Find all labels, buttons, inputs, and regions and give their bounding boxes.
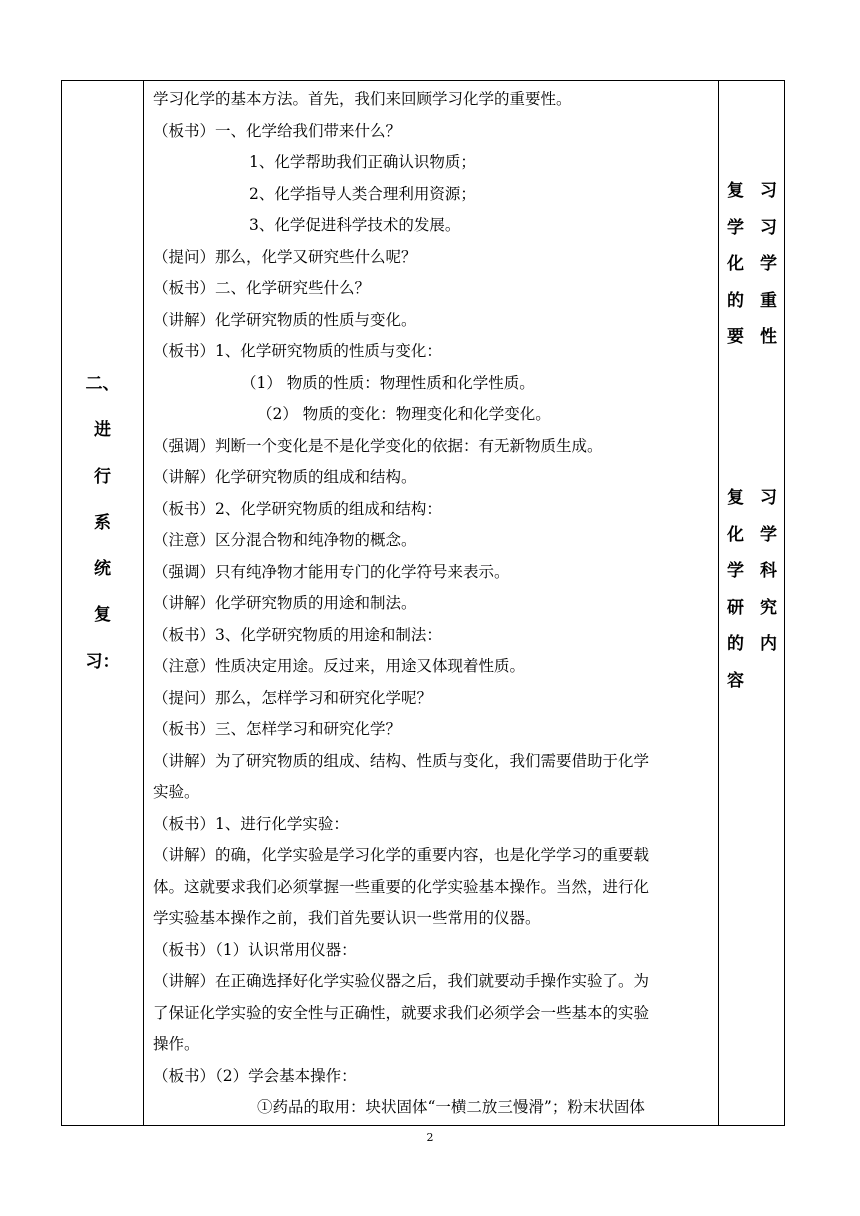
- side-note-review-importance: [719, 173, 785, 356]
- side-note-char: 的: [727, 634, 744, 654]
- content-line: （板书）1、化学研究物质的性质与变化：: [153, 342, 442, 360]
- section-title-char: 复: [94, 605, 111, 626]
- side-note-char: 容: [727, 670, 744, 691]
- content-line: 了保证化学实验的安全性与正确性，就要求我们必须学会一些基本的实验: [153, 1003, 650, 1022]
- content-line: （2） 物质的变化：物理变化和化学变化。: [257, 405, 551, 423]
- content-line: （注意）性质决定用途。反过来，用途又体现着性质。: [153, 657, 526, 675]
- content-line: ①药品的取用：块状固体“一横二放三慢滑”；粉末状固体: [257, 1098, 645, 1116]
- content-line: （讲解）在正确选择好化学实验仪器之后，我们就要动手操作实验了。为: [153, 972, 650, 990]
- content-line: （板书）1、进行化学实验：: [153, 814, 349, 833]
- side-note-char: 科: [760, 561, 777, 581]
- side-note-char: 学: [760, 524, 777, 545]
- content-line: 学实验基本操作之前，我们首先要认识一些常用的仪器。: [153, 909, 541, 927]
- content-line: （讲解）的确，化学实验是学习化学的重要内容，也是化学学习的重要载: [153, 846, 650, 864]
- side-note-char: 复: [727, 488, 744, 508]
- side-note-char: 的: [727, 290, 744, 311]
- content-line: （强调）判断一个变化是不是化学变化的依据：有无新物质生成。: [153, 436, 603, 455]
- section-title-char: 系: [94, 512, 111, 533]
- side-note-char: 习: [760, 181, 777, 201]
- side-note-char: 内: [760, 634, 777, 654]
- side-note-char: 要: [727, 327, 744, 347]
- content-line: （板书）二、化学研究些什么？: [153, 279, 371, 297]
- content-line: （提问）那么，怎样学习和研究化学呢？: [153, 688, 433, 707]
- section-title-char: 二、: [85, 374, 120, 394]
- content-line: 1、化学帮助我们正确认识物质；: [249, 153, 476, 171]
- content-line: 2、化学指导人类合理利用资源；: [249, 184, 476, 203]
- side-note-char: 习: [760, 217, 777, 238]
- content-line: （板书）（2）学会基本操作：: [153, 1066, 357, 1085]
- teaching-content-column: [153, 84, 713, 1124]
- content-line: 学习化学的基本方法。首先，我们来回顾学习化学的重要性。: [153, 90, 572, 108]
- side-note-char: 化: [727, 254, 744, 274]
- section-title-char: 习：: [85, 651, 120, 672]
- content-line: （1） 物质的性质：物理性质和化学性质。: [241, 373, 535, 392]
- content-line: 实验。: [153, 783, 200, 801]
- content-line: （强调）只有纯净物才能用专门的化学符号来表示。: [153, 562, 510, 581]
- section-title-char: 进: [94, 420, 111, 441]
- content-line: （板书）一、化学给我们带来什么？: [153, 121, 402, 140]
- side-note-char: 学: [727, 561, 744, 581]
- side-note-char: 性: [760, 327, 777, 347]
- content-line: （板书）（1）认识常用仪器：: [153, 940, 357, 959]
- content-line: （讲解）为了研究物质的组成、结构、性质与变化，我们需要借助于化学: [153, 751, 650, 770]
- page-number: 2: [426, 1131, 434, 1144]
- content-line: （板书）三、怎样学习和研究化学？: [153, 720, 402, 738]
- section-title: [62, 361, 143, 685]
- content-line: （提问）那么，化学又研究些什么呢？: [153, 247, 417, 266]
- side-note-char: 复: [727, 181, 744, 201]
- side-note-char: 习: [760, 488, 777, 508]
- column-divider-left: [143, 81, 144, 1125]
- content-line: 体。这就要求我们必须掌握一些重要的化学实验基本操作。当然，进行化: [153, 877, 650, 896]
- side-note-char: 研: [727, 597, 744, 618]
- content-line: （讲解）化学研究物质的用途和制法。: [153, 594, 417, 612]
- side-note-char: 学: [727, 217, 744, 238]
- content-line: （板书）3、化学研究物质的用途和制法：: [153, 625, 442, 644]
- content-line: 操作。: [153, 1035, 200, 1053]
- lesson-table: [61, 80, 785, 1126]
- side-note-char: 化: [727, 524, 744, 545]
- side-note-review-research-content: [719, 480, 785, 699]
- content-line: （板书）2、化学研究物质的组成和结构：: [153, 499, 442, 518]
- content-line: （讲解）化学研究物质的性质与变化。: [153, 310, 417, 329]
- content-line: 3、化学促进科学技术的发展。: [249, 216, 461, 234]
- side-note-char: [752, 663, 785, 700]
- content-line: （讲解）化学研究物质的组成和结构。: [153, 468, 417, 486]
- design-intent-column: [719, 81, 785, 1125]
- side-note-char: 究: [760, 597, 777, 618]
- section-title-char: 行: [94, 466, 111, 487]
- section-column: [62, 81, 143, 1125]
- side-note-char: 重: [760, 290, 777, 311]
- side-note-char: 学: [760, 254, 777, 274]
- section-title-char: 统: [94, 559, 111, 580]
- content-line: （注意）区分混合物和纯净物的概念。: [153, 531, 417, 549]
